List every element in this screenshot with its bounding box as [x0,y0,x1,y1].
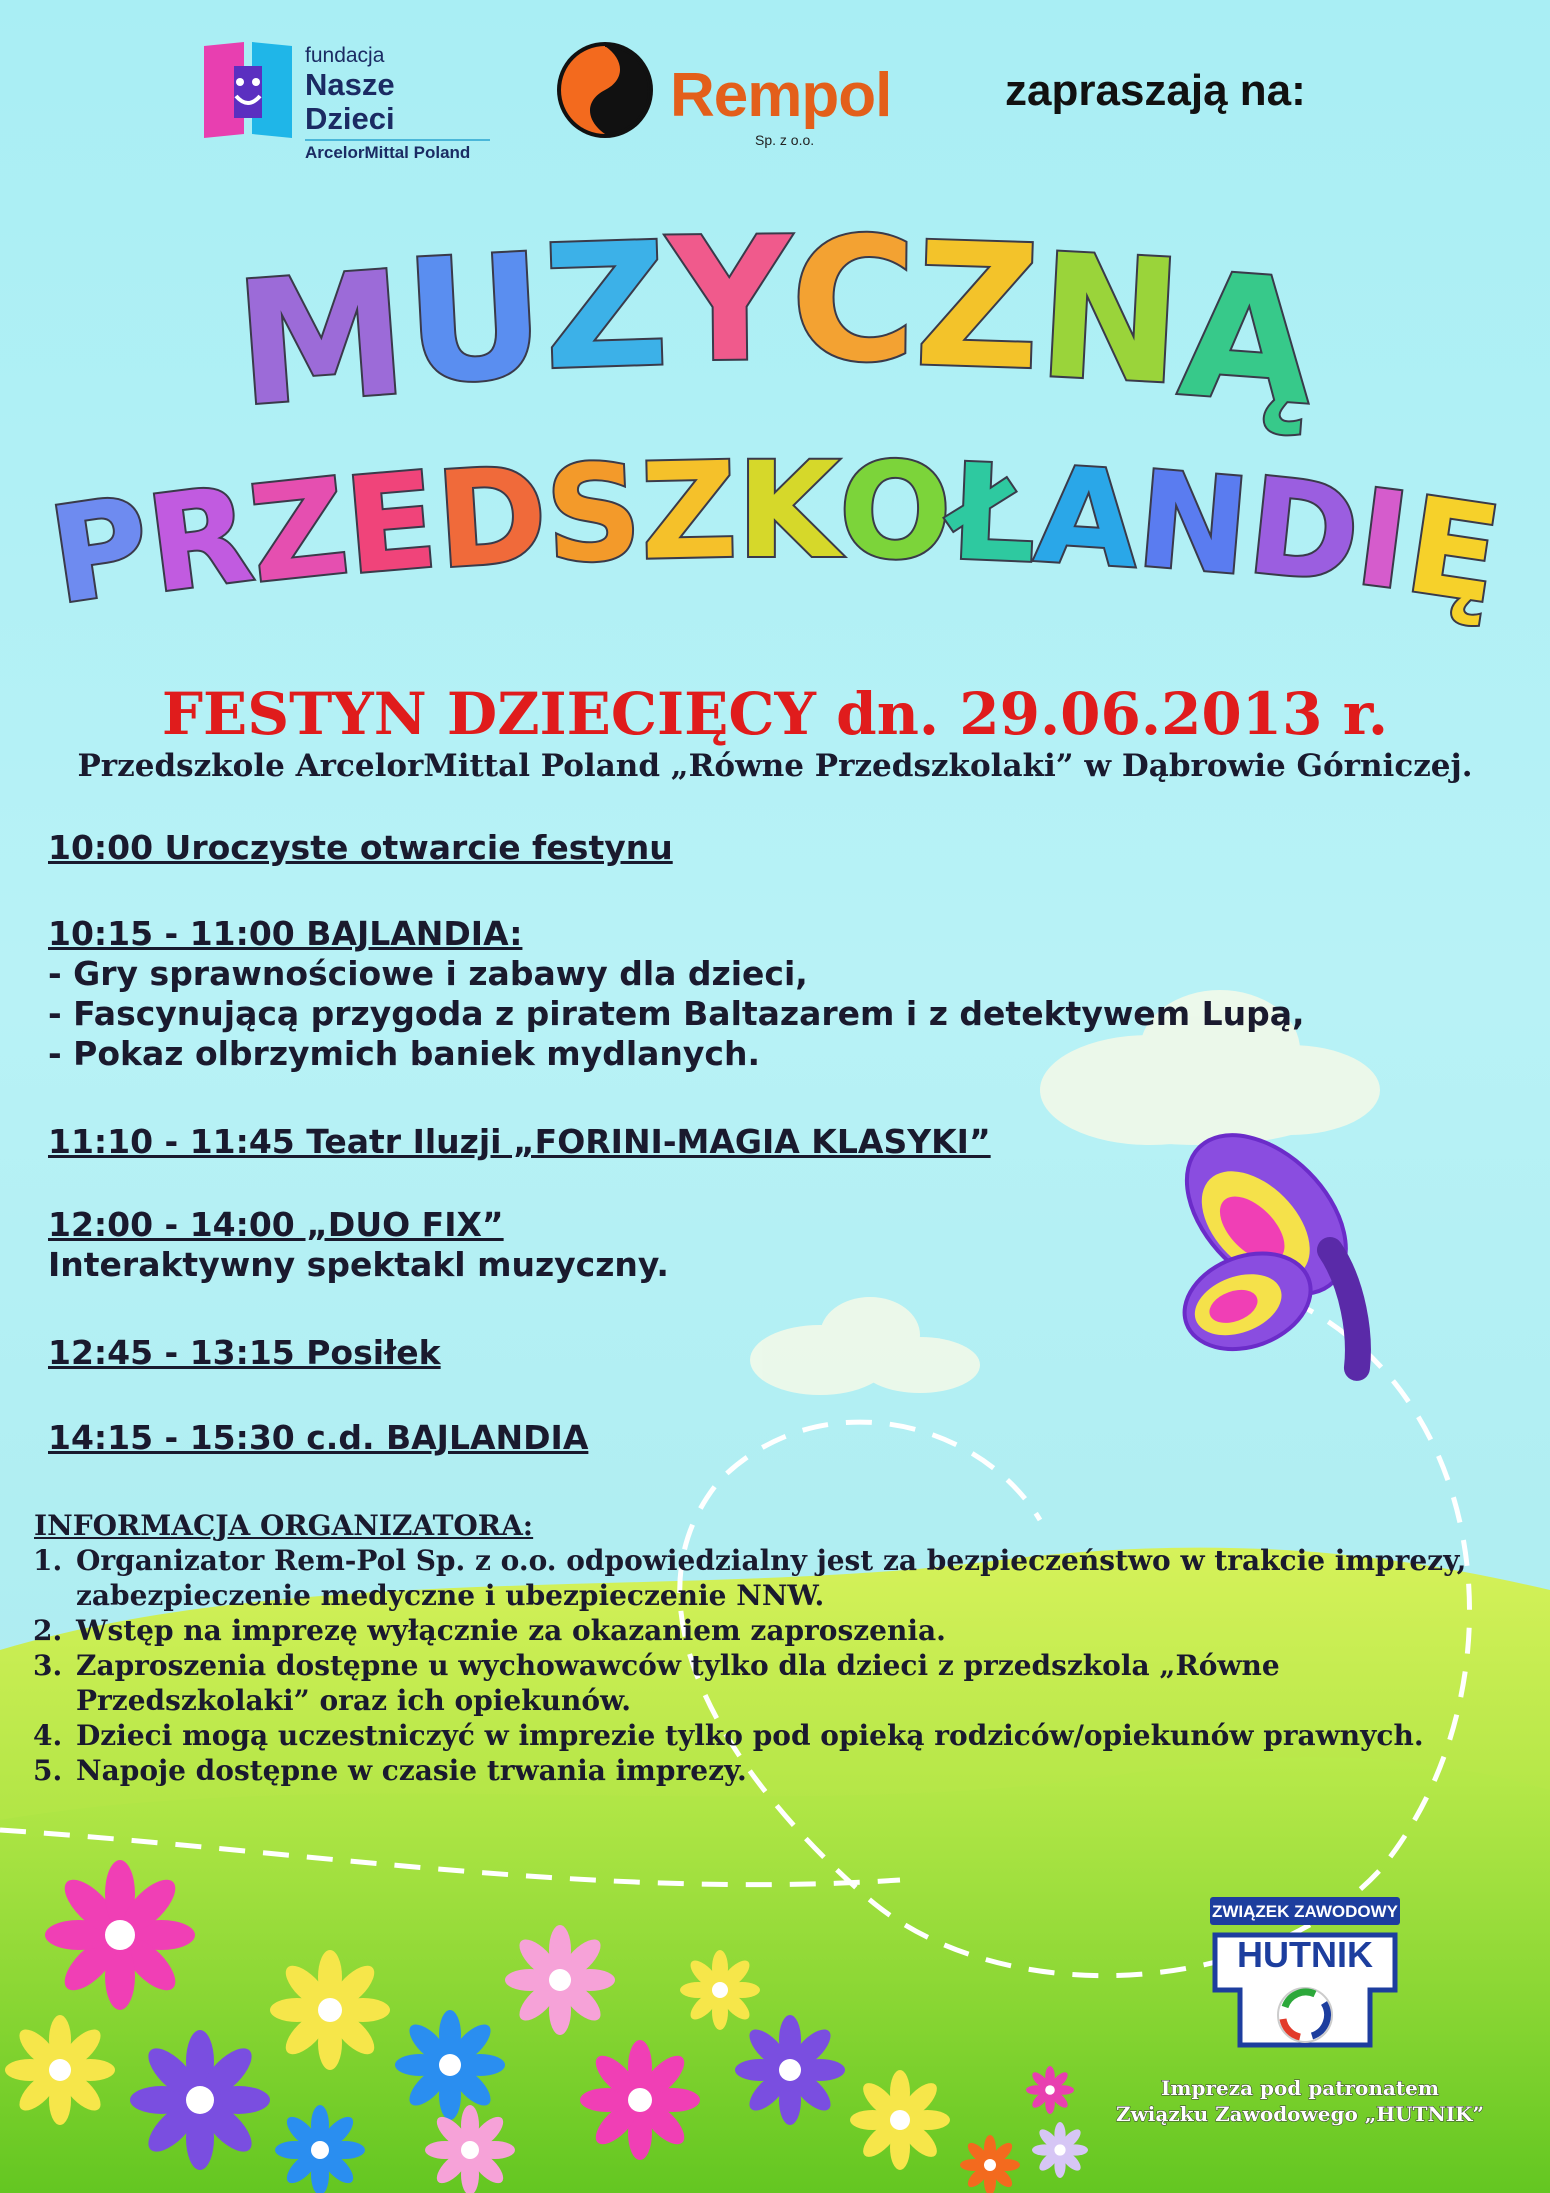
flower-icon [5,2015,115,2125]
program-item-teatr [48,1122,991,1162]
hutnik-logo[interactable] [1200,1895,1410,2070]
title-letter: N [1132,442,1256,606]
title-letter: N [1033,217,1187,423]
title-letter: A [1031,438,1144,599]
program-duofix-head: 12:00 - 14:00 „DUO FIX” [48,1205,504,1244]
title-line-1 [0,201,1550,445]
title-letter: Ą [1174,236,1320,444]
title-letter: Z [541,206,671,409]
program-opening-text: 10:00 Uroczyste otwarcie festynu [48,828,673,867]
fundacja-book-icon [200,38,296,142]
organizer-info [34,1508,1516,1788]
flower-icon [505,1925,615,2035]
event-headline: FESTYN DZIECIĘCY dn. 29.06.2013 r. [161,680,1389,748]
program-item-posilek [48,1333,441,1373]
recycle-arrows-icon [1278,1988,1332,2042]
patronat-line1: Impreza pod patronatem [1161,2076,1439,2100]
rempol-name: Rempol [670,61,892,130]
flower-icon [270,1950,390,2070]
organizer-info-item: 2. Wstęp na imprezę wyłącznie za okazaniem zaproszenia. [72,1613,1516,1648]
title-letter: M [230,235,414,445]
title-letter: D [1241,449,1367,614]
title-letter: U [401,217,550,423]
title-letter: C [789,201,917,401]
title-letter: O [837,433,954,590]
rempol-logo[interactable] [555,40,935,150]
program-item-duofix [48,1205,669,1285]
organizer-info-item: 1. Organizator Rem-Pol Sp. z o.o. odpowiedzialny jest za bezpieczeństwo w trakcie imprezy, zabezpieczenie medyczne i ubezpieczenie NNW. [72,1543,1516,1613]
title-letter: Z [912,206,1042,409]
organizer-info-item: 3. Zaproszenia dostępne u wychowawców tylko dla dzieci z przedszkola „Równe Przedszkolaki” oraz ich opiekunów. [72,1648,1516,1718]
fundacja-logo[interactable] [200,38,490,162]
rempol-emblem-icon [555,40,655,140]
program-cd-bajlandia-text: 14:15 - 15:30 c.d. BAJLANDIA [48,1418,589,1457]
flower-icon [680,1950,760,2030]
flower-icon [45,1860,195,2010]
title-letter: I [1348,460,1418,620]
event-venue: Przedszkole ArcelorMittal Poland „Równe Przedszkolaki” w Dąbrowie Górniczej. [77,748,1473,784]
title-letter: Y [666,201,792,401]
flower-icon [960,2135,1020,2193]
title-line-2 [0,433,1550,635]
flower-icon [395,2010,505,2120]
title-letter: K [736,434,840,588]
patronat-note [1110,2075,1490,2127]
title-letter: D [431,438,551,599]
flower-icon [425,2105,515,2193]
flower-icon [580,2040,700,2160]
flower-icon [1032,2122,1088,2178]
flower-icon [1026,2066,1074,2114]
title-letter: S [542,435,645,594]
hutnik-line1: ZWIĄZEK ZAWODOWY [1211,1902,1399,1921]
title-letter: Z [242,449,355,613]
title-letter: E [340,443,443,605]
program-item-opening [48,828,673,868]
program-bajlandia-item: - Pokaz olbrzymich baniek mydlanych. [48,1034,760,1073]
hutnik-line2: HUTNIK [1237,1934,1373,1975]
flower-icon [850,2070,950,2170]
organizer-info-item: 5. Napoje dostępne w czasie trwania imprezy. [72,1753,1516,1788]
program-item-bajlandia [48,914,1305,1074]
organizer-info-heading: INFORMACJA ORGANIZATORA: [34,1509,534,1542]
rempol-sub: Sp. z o.o. [755,132,815,148]
title-letter: P [41,467,160,635]
program-teatr-text: 11:10 - 11:45 Teatr Iluzji „FORINI-MAGIA KLASYKI” [48,1122,991,1161]
title-letter: Ę [1396,468,1509,634]
title-letter: R [139,457,260,624]
program-bajlandia-item: - Fascynującą przygoda z piratem Baltazarem i z detektywem Lupą, [48,994,1305,1033]
patronat-line2: Związku Zawodowego „HUTNIK” [1115,2102,1484,2126]
title-letter: Ł [948,435,1040,593]
program-bajlandia-item: - Gry sprawnościowe i zabawy dla dzieci, [48,954,808,993]
fundacja-label: fundacja [305,44,385,67]
program-bajlandia-head: 10:15 - 11:00 BAJLANDIA: [48,914,523,953]
flower-icon [275,2105,365,2193]
program-item-cd-bajlandia [48,1418,588,1458]
organizer-info-item: 4. Dzieci mogą uczestniczyć w imprezie tylko pod opieką rodziców/opiekunów prawnych. [72,1718,1516,1753]
program-duofix-desc: Interaktywny spektakl muzyczny. [48,1245,669,1284]
fundacja-name: Nasze Dzieci [305,67,395,136]
fundacja-sub: ArcelorMittal Poland [305,139,490,163]
title-letter: Z [639,433,739,590]
flower-icon [735,2015,845,2125]
flower-icon [130,2030,270,2170]
cloud-small [750,1297,980,1395]
organizer-info-list [34,1543,1516,1788]
program-posilek-text: 12:45 - 13:15 Posiłek [48,1333,441,1372]
invite-text: zapraszają na: [1005,66,1306,115]
